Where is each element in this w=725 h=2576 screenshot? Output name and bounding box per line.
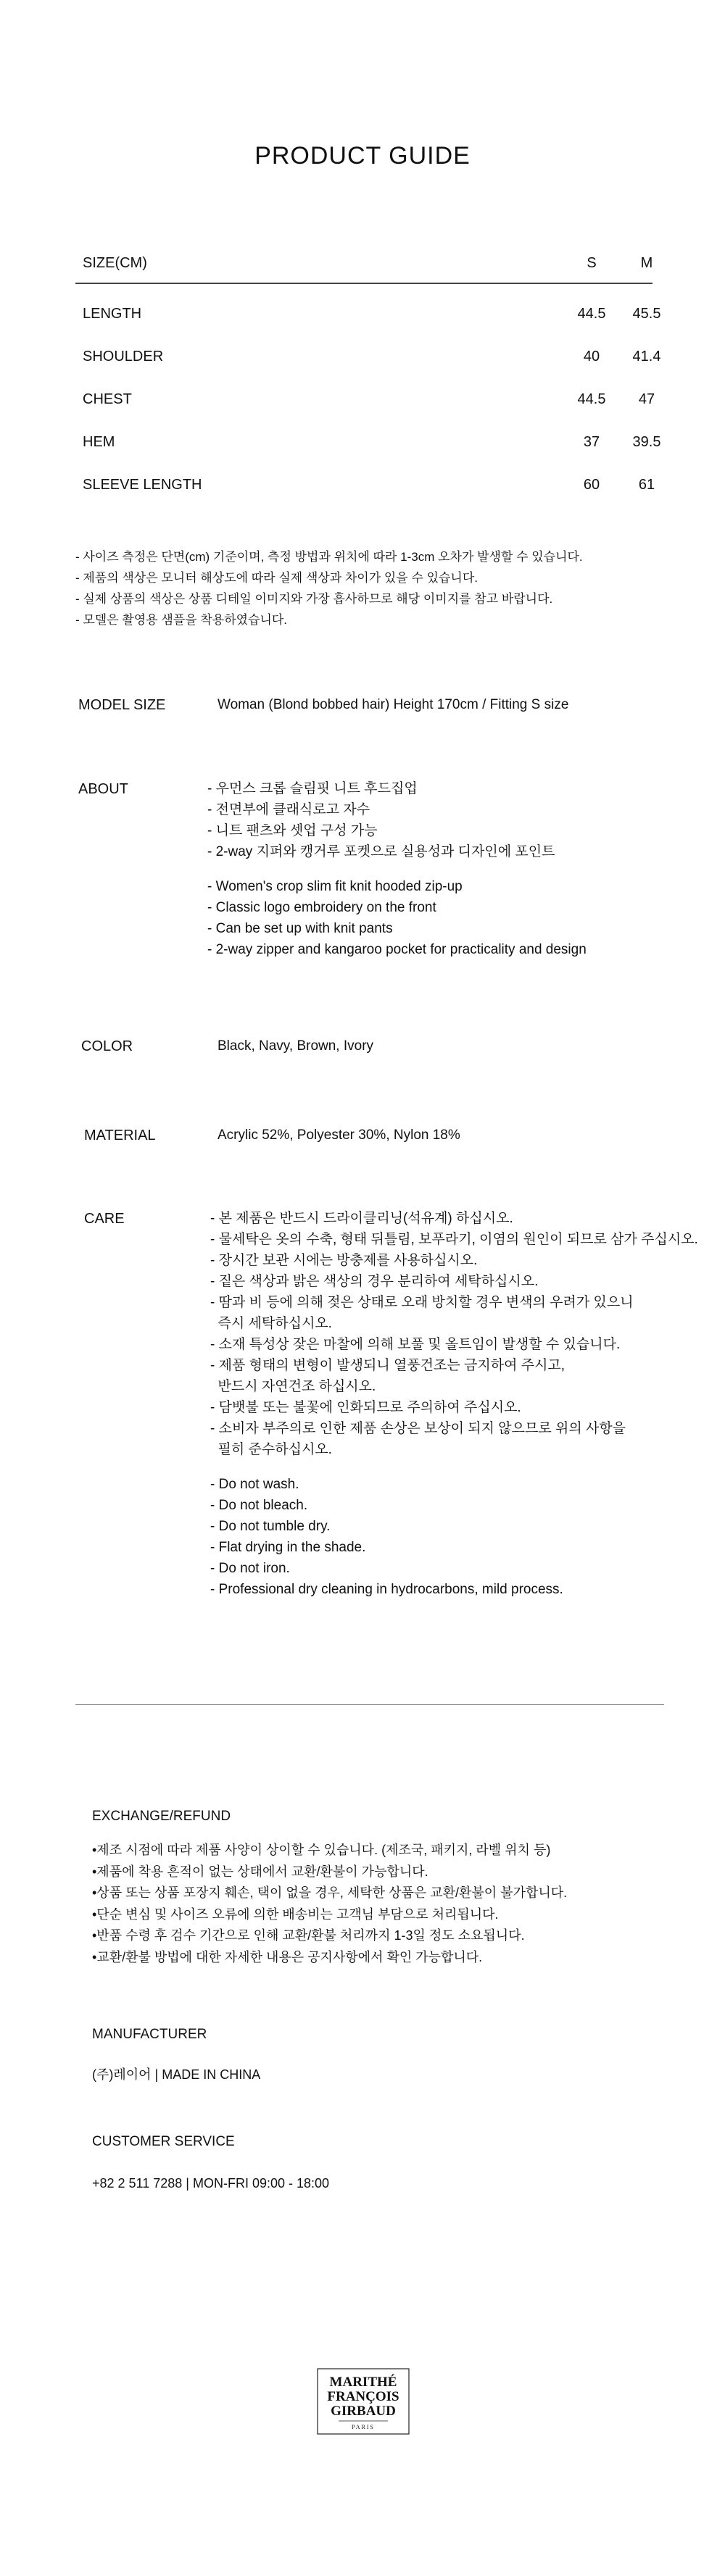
care-line: 필히 준수하십시오. (210, 1442, 332, 1457)
about-line: - 전면부에 클래식로고 자수 (207, 802, 370, 817)
care-line: - Flat drying in the shade. (210, 1540, 366, 1555)
size-table (75, 255, 661, 493)
exchange-line: •단순 변심 및 사이즈 오류에 의한 배송비는 고객님 부담으로 처리됩니다. (92, 1906, 499, 1922)
exchange-line: •제품에 착용 흔적이 없는 상태에서 교환/환불이 가능합니다. (92, 1864, 428, 1879)
exchange-text (92, 1840, 567, 1968)
care-line: - Do not iron. (210, 1561, 290, 1576)
size-table-rule (75, 283, 652, 284)
size-cell-m: 47 (638, 391, 655, 407)
customer-service-text: +82 2 511 7288 | MON-FRI 09:00 - 18:00 (92, 2176, 330, 2191)
exchange-line: •상품 또는 상품 포장지 훼손, 택이 없을 경우, 세탁한 상품은 교환/환불이 불가합니다. (92, 1885, 568, 1900)
page-title: PRODUCT GUIDE (254, 142, 471, 170)
care-line: - Professional dry cleaning in hydrocarbons, mild process. (210, 1582, 563, 1597)
care-line: - 장시간 보관 시에는 방충제를 사용하십시오. (210, 1253, 478, 1268)
material-text: Acrylic 52%, Polyester 30%, Nylon 18% (218, 1127, 460, 1143)
about-line: - Can be set up with knit pants (207, 921, 393, 936)
care-line: - 담뱃불 또는 불꽃에 인화되므로 주의하여 주십시오. (210, 1400, 521, 1415)
about-line: - 우먼스 크롭 슬림핏 니트 후드집업 (207, 781, 418, 796)
size-cell-m: 41.4 (632, 349, 661, 364)
size-cell-s: 44.5 (577, 391, 606, 407)
about-line: - 2-way 지퍼와 캥거루 포켓으로 실용성과 디자인에 포인트 (207, 844, 555, 859)
care-label: CARE (84, 1211, 125, 1227)
material-label: MATERIAL (84, 1127, 156, 1143)
size-row (75, 306, 661, 349)
note-line: - 실제 상품의 색상은 상품 디테일 이미지와 가장 흡사하므로 해당 이미지를 참고 바랍니다. (75, 592, 553, 606)
section-divider (75, 1704, 664, 1705)
note-line: - 사이즈 측정은 단면(cm) 기준이며, 측정 방법과 위치에 따라 1-3cm 오차가 발생할 수 있습니다. (75, 550, 583, 564)
size-row (75, 349, 661, 391)
care-line: - 물세탁은 옷의 수축, 형태 뒤틀림, 보푸라기, 이염의 원인이 되므로 삼가 주십시오. (210, 1232, 698, 1247)
care-line (210, 1460, 698, 1474)
size-cell-s: 44.5 (577, 306, 606, 322)
size-header-m: M (640, 255, 653, 271)
size-table-header (75, 255, 652, 284)
exchange-label: EXCHANGE/REFUND (92, 1809, 231, 1824)
care-line: - 짙은 색상과 밝은 색상의 경우 분리하여 세탁하십시오. (210, 1274, 539, 1289)
care-line: 즉시 세탁하십시오. (210, 1316, 332, 1331)
size-header-label: SIZE(CM) (83, 255, 147, 271)
care-line: - Do not bleach. (210, 1498, 308, 1513)
care-line: - 본 제품은 반드시 드라이클리닝(석유계) 하십시오. (210, 1211, 513, 1226)
customer-service-label: CUSTOMER SERVICE (92, 2134, 235, 2149)
exchange-line: •제조 시점에 따라 제품 사양이 상이할 수 있습니다. (제조국, 패키지, 라벨 위치 등) (92, 1843, 551, 1857)
about-label: ABOUT (78, 781, 128, 797)
care-line: - Do not wash. (210, 1477, 299, 1492)
size-header-s: S (587, 255, 597, 271)
exchange-line: •교환/환불 방법에 대한 자세한 내용은 공지사항에서 확인 가능합니다. (92, 1949, 483, 1964)
size-cell-s: 37 (583, 434, 600, 450)
size-row (75, 434, 661, 477)
about-text (207, 778, 587, 960)
size-row (75, 477, 655, 520)
logo-text-line4: PARIS (352, 2424, 375, 2430)
size-cell-label: LENGTH (83, 306, 142, 322)
size-cell-s: 40 (583, 349, 600, 364)
logo-text-line2: FRANÇOIS (327, 2389, 399, 2404)
manufacturer-label: MANUFACTURER (92, 2027, 207, 2042)
care-line: - 제품 형태의 변형이 발생되니 열풍건조는 금지하여 주시고, (210, 1358, 566, 1373)
care-line: - 땀과 비 등에 의해 젖은 상태로 오래 방치할 경우 변색의 우려가 있으니 (210, 1295, 634, 1310)
about-line: - 2-way zipper and kangaroo pocket for practicality and design (207, 942, 587, 957)
size-table-body (75, 306, 661, 520)
color-label: COLOR (81, 1038, 133, 1054)
exchange-line: •반품 수령 후 검수 기간으로 인해 교환/환불 처리까지 1-3일 정도 소요됩니다. (92, 1928, 525, 1943)
logo-text-line1: MARITHÉ (329, 2375, 397, 2390)
size-cell-m: 39.5 (632, 434, 661, 450)
size-cell-m: 61 (638, 477, 655, 493)
size-cell-m: 45.5 (632, 306, 661, 322)
care-line: 반드시 자연건조 하십시오. (210, 1379, 376, 1394)
brand-logo (317, 2368, 410, 2435)
about-line: - 니트 팬츠와 셋업 구성 가능 (207, 823, 378, 838)
size-cell-label: SLEEVE LENGTH (83, 477, 202, 493)
care-line: - Do not tumble dry. (210, 1519, 331, 1534)
logo-text-line3: GIRBAUD (331, 2404, 396, 2419)
size-cell-label: HEM (83, 434, 115, 450)
about-line: - Classic logo embroidery on the front (207, 900, 436, 915)
size-cell-s: 60 (583, 477, 600, 493)
care-line: - 소비자 부주의로 인한 제품 손상은 보상이 되지 않으므로 위의 사항을 (210, 1421, 626, 1436)
note-line: - 제품의 색상은 모니터 해상도에 따라 실제 색상과 차이가 있을 수 있습니다. (75, 571, 478, 585)
manufacturer-text: (주)레이어 | MADE IN CHINA (92, 2067, 261, 2082)
about-line (207, 862, 587, 876)
care-line: - 소재 특성상 잦은 마찰에 의해 보풀 및 올트임이 발생할 수 있습니다. (210, 1337, 621, 1352)
size-cell-label: SHOULDER (83, 349, 164, 364)
color-text: Black, Navy, Brown, Ivory (218, 1038, 374, 1054)
model-size-text: Woman (Blond bobbed hair) Height 170cm / Fitting S size (218, 697, 569, 712)
about-line: - Women's crop slim fit knit hooded zip-up (207, 879, 463, 894)
model-size-label: MODEL SIZE (78, 697, 166, 713)
size-notes (75, 546, 583, 630)
size-row (75, 391, 655, 434)
note-line: - 모델은 촬영용 샘플을 착용하였습니다. (75, 613, 288, 627)
size-cell-label: CHEST (83, 391, 132, 407)
care-text (210, 1208, 698, 1600)
